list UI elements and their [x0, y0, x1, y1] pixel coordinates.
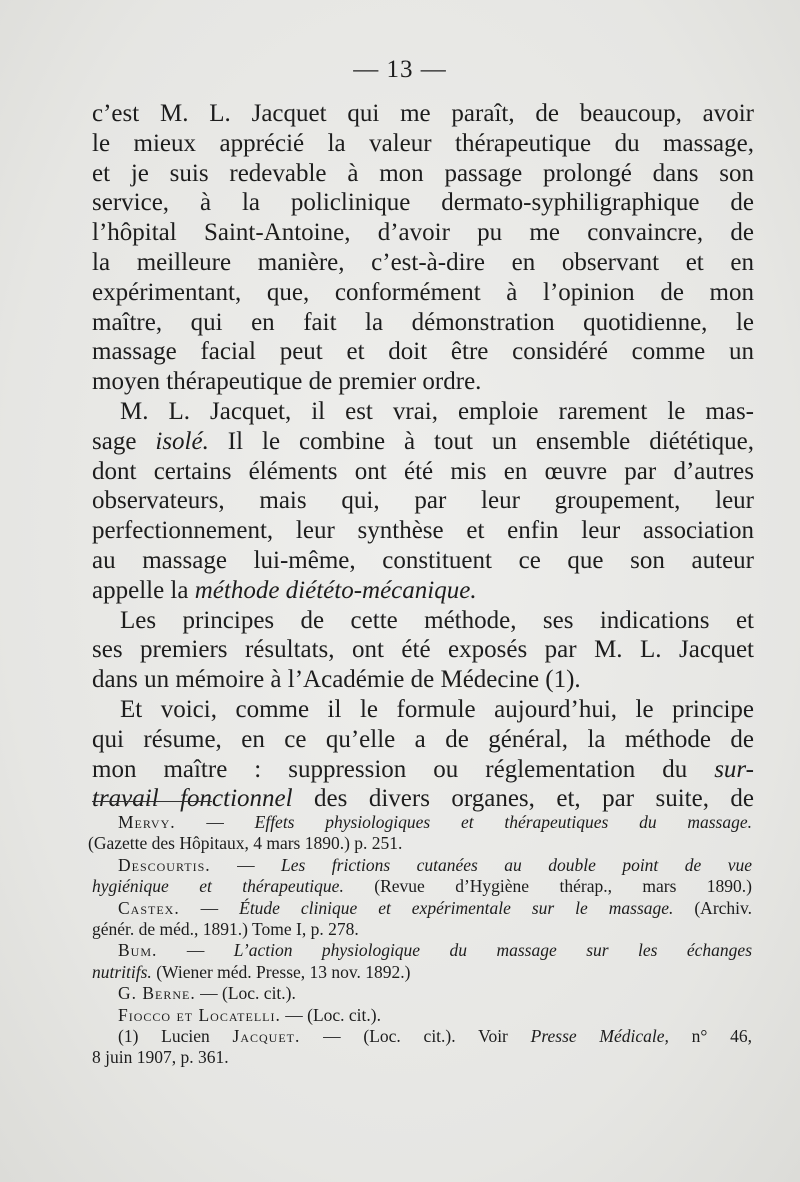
text-fragment: (1) Lucien	[118, 1025, 210, 1046]
text-line: c’est M. L. Jacquet qui me paraît, de beaucoup, avoir	[92, 100, 754, 127]
italic-text: Effets physiologiques et thérapeutiques du massage.	[254, 812, 753, 832]
text-line: perfectionnement, leur synthèse et enfin leur association	[92, 517, 754, 545]
text-fragment: — (Loc. cit.).	[200, 983, 296, 1004]
footnote-line	[92, 898, 752, 919]
italic-text: méthode diététo-mécanique.	[194, 576, 477, 604]
text-line	[92, 427, 754, 457]
italic-text: nutritifs.	[92, 961, 152, 982]
author-name: Fiocco et Locatelli.	[118, 1004, 281, 1025]
italic-text: hygiénique et thérapeutique.	[92, 876, 344, 897]
footnote-line	[92, 876, 752, 897]
text-fragment: mon maître : suppression ou réglementation du	[92, 755, 688, 783]
italic-text: Presse Médicale,	[530, 1025, 669, 1046]
footnotes	[88, 812, 753, 1069]
text-line: dans un mémoire à l’Académie de Médecine (1).	[92, 666, 581, 694]
italic-text: travail fonctionnel	[92, 785, 293, 813]
text-line: M. L. Jacquet, il est vrai, emploie rarement le mas-	[120, 397, 754, 425]
text-line: et je suis redevable à mon passage prolongé dans son	[92, 159, 754, 187]
author-name: Mervy.	[118, 812, 176, 832]
text-line: observateurs, mais qui, par leur groupement, leur	[92, 487, 754, 515]
author-name: Descourtis.	[118, 854, 211, 875]
text-line: massage facial peut et doit être considéré comme un	[92, 338, 754, 366]
text-line: service, à la policlinique dermato-syphiligraphique de	[92, 189, 754, 217]
text-line: l’hôpital Saint-Antoine, d’avoir pu me convaincre, de	[92, 219, 754, 247]
footnote-line	[92, 962, 752, 983]
footnote-line	[92, 855, 752, 876]
text-line: moyen thérapeutique de premier ordre.	[92, 368, 482, 396]
text-fragment: des divers organes, et, par suite, de	[314, 785, 754, 813]
footnote-line: 8 juin 1907, p. 361.	[92, 1047, 229, 1068]
text-fragment: (Archiv.	[694, 897, 753, 918]
body-text	[92, 99, 754, 814]
author-name: Jacquet.	[232, 1025, 301, 1046]
text-line	[92, 784, 754, 814]
text-line: au massage lui-même, constituent ce que son auteur	[92, 546, 754, 574]
footnote-line	[92, 940, 752, 961]
italic-text: Les frictions cutanées au double point de vue	[281, 854, 752, 875]
italic-text: Étude clinique et expérimentale sur le massage.	[239, 897, 674, 918]
author-name: Bum.	[118, 940, 158, 961]
text-fragment: —	[206, 812, 255, 832]
text-line	[92, 755, 754, 785]
text-fragment: — (Loc. cit.). Voir	[323, 1025, 508, 1046]
page-number: — 13 —	[353, 56, 447, 83]
text-line: la meilleure manière, c’est-à-dire en observant et en	[92, 248, 754, 276]
text-line: le mieux apprécié la valeur thérapeutique du massage,	[92, 129, 754, 157]
text-line: maître, qui en fait la démonstration quotidienne, le	[92, 308, 754, 336]
text-line: dont certains éléments ont été mis en œuvre par d’autres	[92, 457, 754, 485]
text-fragment: —	[200, 897, 240, 918]
text-line: Les principes de cette méthode, ses indications et	[120, 606, 754, 634]
text-fragment: (Wiener méd. Presse, 13 nov. 1892.)	[156, 961, 411, 982]
text-fragment: sage	[92, 427, 137, 455]
italic-text: isolé.	[155, 427, 209, 455]
footnote-line: (Gazette des Hôpitaux, 4 mars 1890.) p. 251.	[88, 833, 403, 854]
italic-text: L’action physiologique du massage sur les échanges	[233, 940, 753, 961]
text-line: Et voici, comme il le formule aujourd’hui, le principe	[120, 695, 754, 723]
footnote-line	[92, 812, 752, 833]
footnote-line	[92, 1005, 752, 1026]
text-fragment: appelle la	[92, 576, 189, 604]
text-fragment: —	[237, 854, 282, 875]
text-fragment: (Revue d’Hygiène thérap., mars 1890.)	[374, 876, 753, 897]
text-fragment: —	[186, 940, 234, 961]
text-line	[92, 576, 754, 606]
text-line: expérimentant, que, conformément à l’opinion de mon	[92, 278, 754, 306]
text-fragment: — (Loc. cit.).	[285, 1004, 381, 1025]
footnote-line: génér. de méd., 1891.) Tome I, p. 278.	[92, 918, 359, 939]
footnote-line	[92, 983, 752, 1004]
text-line: ses premiers résultats, ont été exposés par M. L. Jacquet	[92, 636, 754, 664]
text-fragment: Il le combine à tout un ensemble diététique,	[227, 427, 755, 455]
author-name: Castex.	[118, 897, 180, 918]
text-line: qui résume, en ce qu’elle a de général, la méthode de	[92, 725, 754, 753]
footnote-line	[92, 1026, 752, 1047]
author-name: G. Berne.	[118, 983, 196, 1004]
italic-text: sur-	[714, 755, 754, 783]
footnote-separator	[92, 801, 212, 802]
text-fragment: n° 46,	[691, 1025, 753, 1046]
